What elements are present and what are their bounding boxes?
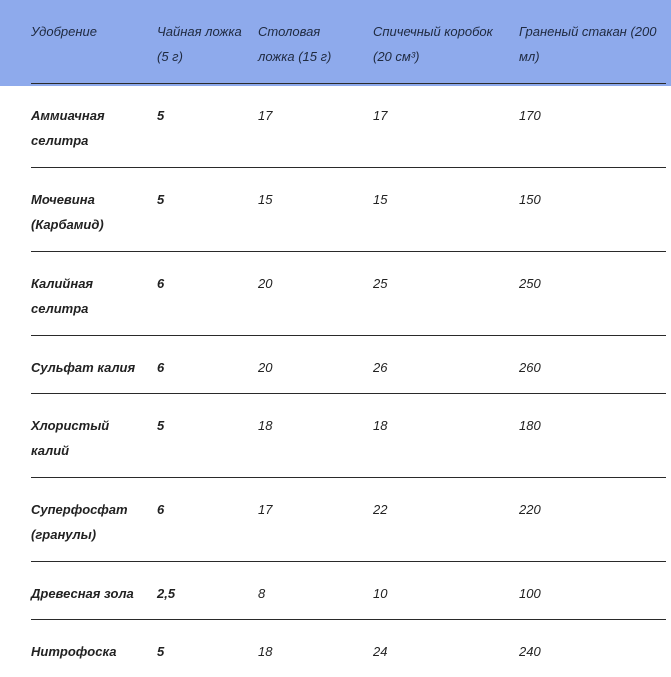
tablespoon-value: 17 [258,108,273,123]
glass-value: 220 [519,502,541,517]
matchbox-value: 18 [373,418,388,433]
table-header-row [31,0,666,84]
teaspoon-value: 6 [157,502,165,517]
glass-value: 170 [519,108,541,123]
tablespoon-value: 15 [258,192,273,207]
header-glass: Граненый стакан (200 мл) [519,24,657,64]
matchbox-value: 15 [373,192,388,207]
tablespoon-value: 20 [258,360,273,375]
matchbox-value: 17 [373,108,388,123]
tablespoon-value: 8 [258,586,266,601]
teaspoon-value: 2,5 [157,586,176,601]
matchbox-value: 22 [373,502,388,517]
table-row [31,168,666,252]
teaspoon-value: 5 [157,418,165,433]
glass-value: 100 [519,586,541,601]
table-row [31,252,666,336]
fertilizer-name: Хлористый калий [31,418,110,458]
header-tablespoon: Столовая ложка (15 г) [258,24,332,64]
matchbox-value: 10 [373,586,388,601]
tablespoon-value: 17 [258,502,273,517]
fertilizer-name: Мочевина (Карбамид) [31,192,104,232]
header-matchbox: Спичечный коробок (20 см³) [373,24,493,64]
glass-value: 150 [519,192,541,207]
glass-value: 240 [519,644,541,659]
teaspoon-value: 6 [157,360,165,375]
table-row [31,84,666,168]
teaspoon-value: 5 [157,192,165,207]
table-row [31,394,666,478]
fertilizer-name: Сульфат калия [31,360,136,375]
table-row [31,478,666,562]
matchbox-value: 26 [373,360,388,375]
matchbox-value: 24 [373,644,388,659]
fertilizer-name: Калийная селитра [31,276,94,316]
tablespoon-value: 20 [258,276,273,291]
fertilizer-name: Аммиачная селитра [31,108,105,148]
glass-value: 260 [519,360,541,375]
header-teaspoon: Чайная ложка (5 г) [157,24,242,64]
matchbox-value: 25 [373,276,388,291]
table-row [31,620,666,677]
glass-value: 180 [519,418,541,433]
teaspoon-value: 6 [157,276,165,291]
glass-value: 250 [519,276,541,291]
fertilizer-name: Суперфосфат (гранулы) [31,502,128,542]
header-fertilizer: Удобрение [31,24,97,39]
tablespoon-value: 18 [258,418,273,433]
tablespoon-value: 18 [258,644,273,659]
teaspoon-value: 5 [157,644,165,659]
table-row [31,336,666,394]
fertilizer-name: Нитрофоска [31,644,117,659]
teaspoon-value: 5 [157,108,165,123]
fertilizer-name: Древесная зола [31,586,134,601]
table-row [31,562,666,620]
